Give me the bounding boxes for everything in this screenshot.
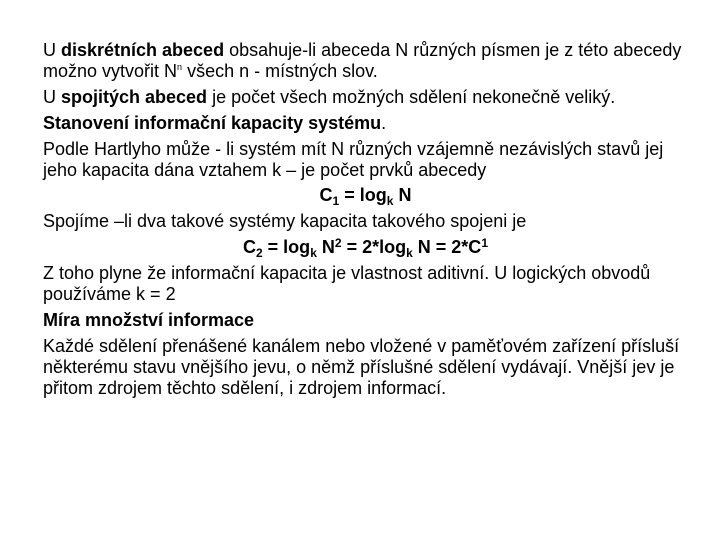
f2-log-sub2: k [406,246,413,260]
p1-text2: všech n - místných slov. [182,61,378,81]
p5-text: Spojíme –li dva takové systémy kapacita takového spojeni je [43,211,527,231]
f2-log-sub: k [310,246,317,260]
formula-c1 [43,185,688,206]
paragraph-continuous-alphabets [43,87,688,108]
formula-c2 [43,237,688,258]
p1-superscript: n [177,62,183,72]
f1-log-sub: k [386,194,394,208]
f1-mid: = log [339,185,387,205]
f1-rhs: N [393,185,412,205]
f2-mid: = log [262,237,311,257]
heading-capacity-suffix: . [381,113,387,133]
paragraph-message-source [43,336,688,399]
formula-c2-content [242,236,488,260]
p1-text1: obsahuje-li abeceda N různých písmen je z této abecedy možno vytvořit N [43,40,682,81]
p4-text: Podle Hartlyho může - li systém mít N různých vzájemně nezávislých stavů jej jeho kapacita dána vztahem k – je počet prvků abecedy [43,139,664,180]
paragraph-combine [43,211,688,232]
f1-lhs-sub: 1 [332,194,340,208]
heading-capacity [43,113,688,134]
p1-prefix: U [43,40,61,60]
slide-content [43,40,688,404]
p2-prefix: U [43,87,61,107]
f2-n-sup: 2 [334,236,342,250]
f1-lhs: C [319,185,333,205]
p6-text: Z toho plyne že informační kapacita je vlastnost aditivní. U logických obvodů používáme k = 2 [43,263,651,304]
paragraph-hartley [43,139,688,181]
paragraph-additivity [43,263,688,305]
heading-information-measure [43,310,688,331]
paragraph-discrete-alphabets [43,40,688,82]
f2-n: N [316,237,335,257]
f2-part3: N = 2*C [412,237,482,257]
formula-c1-content [319,185,412,208]
f2-lhs-sub: 2 [255,246,263,260]
term-continuous-alphabets: spojitých abeced [61,87,208,107]
heading-capacity-text: Stanovení informační kapacity systému [43,113,382,133]
term-discrete-alphabets: diskrétních abeced [61,40,225,60]
f2-lhs: C [242,237,256,257]
f2-part2: = 2*log [341,237,407,257]
p8-text: Každé sdělení přenášené kanálem nebo vložené v paměťovém zařízení přísluší některému stavu vnějšího jevu, o němž příslušné sdělení vydávají. Vnější jev je přitom zdrojem těchto sdělení, i zdrojem informací. [43,336,680,398]
heading-information-measure-text: Míra množství informace [43,310,255,330]
p2-text: je počet všech možných sdělení nekonečně veliký. [207,87,616,107]
f2-c-sup: 1 [481,236,488,250]
